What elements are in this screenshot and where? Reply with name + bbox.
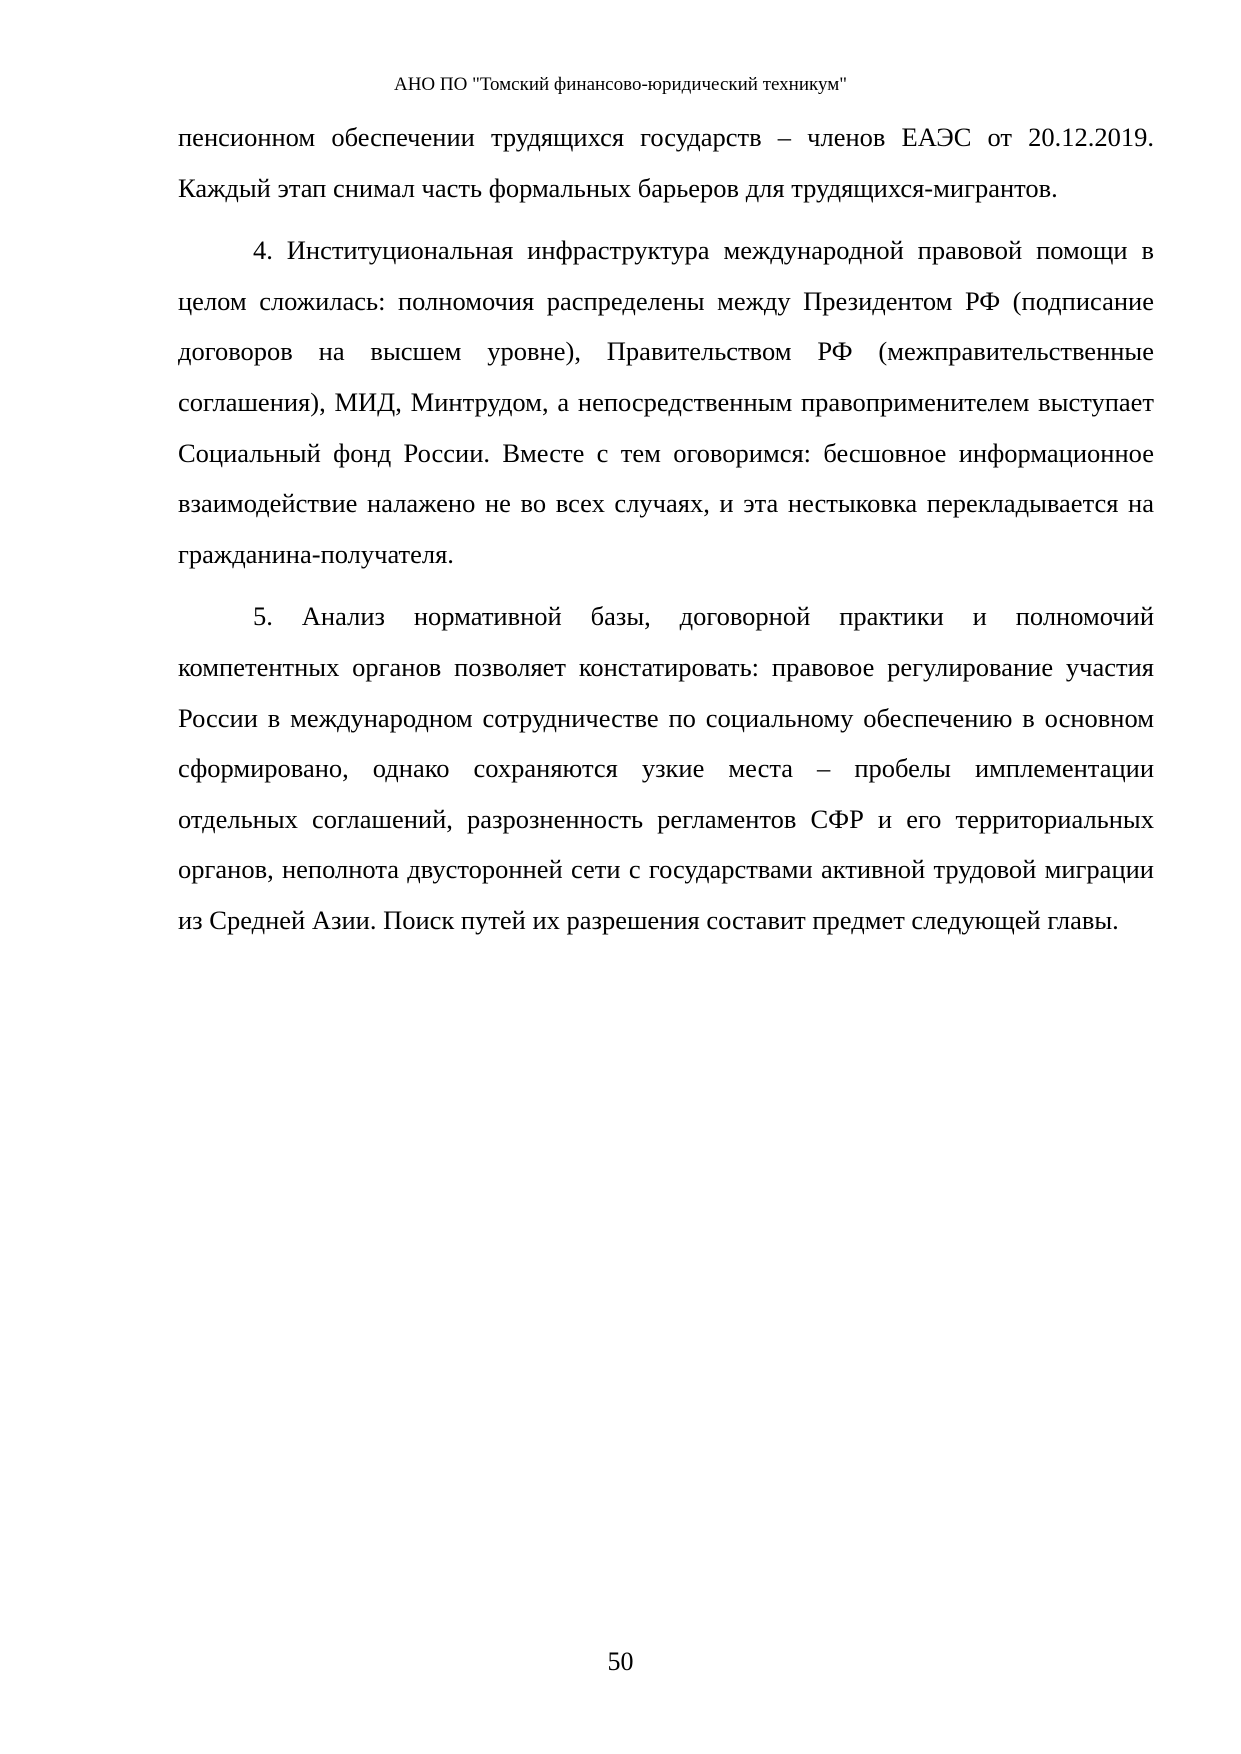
page-header: АНО ПО "Томский финансово-юридический техникум": [393, 74, 848, 95]
paragraph-item-4: 4. Институциональная инфраструктура международной правовой помощи в целом сложилась: полномочия распределены между Президентом РФ (подписание договоров на высшем уровне), Правительством РФ (межправительственные соглашения), МИД, Минтрудом, а непосредственным правоприменителем выступает Социальный фонд России. Вместе с тем оговоримся: бесшовное информационное взаимодействие налажено не во всех случаях, и эта нестыковка перекладывается на гражданина-получателя.: [178, 235, 1154, 569]
paragraph-continuation: пенсионном обеспечении трудящихся государств – членов ЕАЭС от 20.12.2019. Каждый этап снимал часть формальных барьеров для трудящихся-мигрантов.: [178, 122, 1154, 203]
page-number: 50: [607, 1647, 634, 1676]
document-body: [178, 112, 1154, 946]
paragraph-item-5: 5. Анализ нормативной базы, договорной практики и полномочий компетентных органов позволяет констатировать: правовое регулирование участия России в международном сотрудничестве по социальному обеспечению в основном сформировано, однако сохраняются узкие места – пробелы имплементации отдельных соглашений, разрозненность регламентов СФР и его территориальных органов, неполнота двусторонней сети с государствами активной трудовой миграции из Средней Азии. Поиск путей их разрешения составит предмет следующей главы.: [178, 601, 1154, 935]
